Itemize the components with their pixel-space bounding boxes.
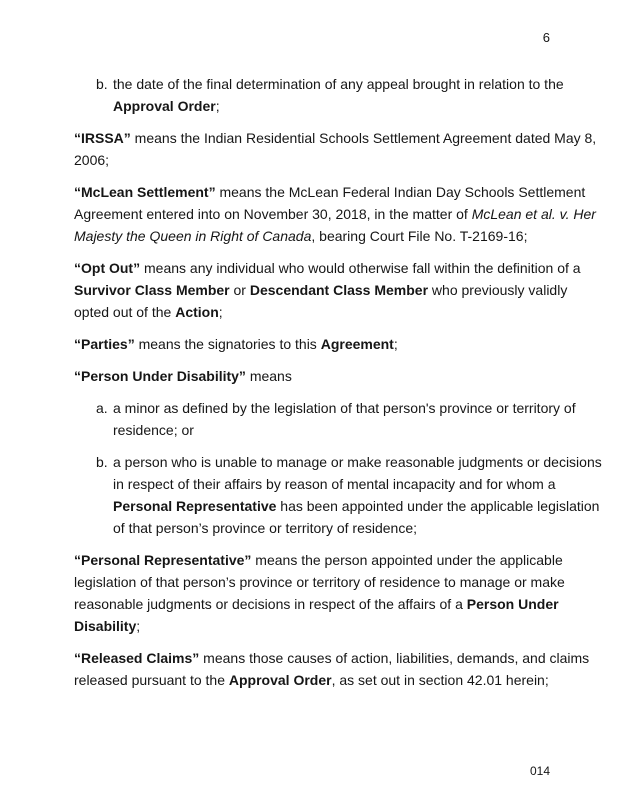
- text-line: [74, 127, 597, 149]
- text-run: means any individual who would otherwise fall within the definition of a: [140, 260, 581, 276]
- text-line: [113, 95, 530, 117]
- text-line: [74, 203, 596, 225]
- definition-personal-representative: [74, 549, 565, 637]
- text-line: [74, 279, 568, 301]
- text-run: means those causes of action, liabilities, demands, and claims: [199, 650, 590, 666]
- text-run: Action: [175, 304, 219, 320]
- text-run: ;: [215, 98, 220, 114]
- text-run: a minor as defined by the legislation of that person's province or territory of: [113, 400, 576, 416]
- text-line: [74, 647, 590, 669]
- text-line: [74, 257, 581, 279]
- text-line: [74, 615, 530, 637]
- text-line: [74, 181, 586, 203]
- text-run: the date of the final determination of any appeal brought in relation to the: [113, 76, 564, 92]
- definition-irssa: [74, 127, 597, 171]
- text-line: [113, 451, 602, 473]
- document-body: [74, 73, 602, 701]
- definition-person-under-disability: [74, 365, 530, 387]
- text-run: ;: [136, 618, 141, 634]
- text-line: [74, 593, 559, 615]
- text-run: Agreement entered into on November 30, 2018, in the matter of: [74, 206, 472, 222]
- list-marker: b.: [96, 76, 108, 92]
- text-run: “Released Claims”: [74, 650, 200, 666]
- text-line: [113, 419, 530, 441]
- text-run: reasonable judgments or decisions in respect of the affairs of a: [74, 596, 467, 612]
- text-line: [113, 397, 576, 419]
- text-line: [74, 225, 530, 247]
- page-number: 6: [542, 30, 550, 45]
- text-run: of that person’s province or territory of residence;: [113, 520, 418, 536]
- list-item-appeal-date: [74, 73, 564, 117]
- text-run: or: [229, 282, 250, 298]
- text-run: Person Under: [466, 596, 559, 612]
- text-run: Descendant Class Member: [249, 282, 429, 298]
- text-run: Personal Representative: [113, 498, 277, 514]
- text-line: [74, 669, 549, 691]
- text-run: means the McLean Federal Indian Day Schools Settlement: [215, 184, 586, 200]
- text-line: [74, 333, 530, 355]
- text-run: Approval Order: [228, 672, 332, 688]
- text-run: residence; or: [113, 422, 194, 438]
- text-line: [74, 365, 530, 387]
- definition-mclean-settlement: [74, 181, 596, 247]
- text-run: in respect of their affairs by reason of mental incapacity and for whom a: [113, 476, 556, 492]
- text-run: legislation of that person’s province or territory of residence to manage or make: [74, 574, 565, 590]
- list-item-minor: [74, 397, 576, 441]
- text-run: , as set out in section 42.01 herein;: [331, 672, 549, 688]
- text-run: Agreement: [320, 336, 394, 352]
- text-run: means the Indian Residential Schools Settlement Agreement dated May 8,: [130, 130, 597, 146]
- text-line: [113, 73, 564, 95]
- text-run: , bearing Court File No. T-2169-16;: [311, 228, 528, 244]
- text-run: Approval Order: [113, 98, 216, 114]
- text-run: who previously validly: [428, 282, 568, 298]
- text-line: [74, 301, 530, 323]
- text-run: 2006;: [74, 152, 110, 168]
- text-run: ;: [393, 336, 398, 352]
- text-run: “Opt Out”: [74, 260, 141, 276]
- text-line: [74, 571, 565, 593]
- text-run: means the signatories to this: [134, 336, 321, 352]
- text-run: “IRSSA”: [74, 130, 131, 146]
- text-line: [113, 517, 530, 539]
- text-run: McLean et al. v. Her: [471, 206, 596, 222]
- list-marker: b.: [96, 454, 108, 470]
- definition-released-claims: [74, 647, 590, 691]
- text-line: [74, 149, 530, 171]
- footer-stamp-number: 014: [529, 764, 550, 778]
- text-run: opted out of the: [74, 304, 176, 320]
- text-run: “McLean Settlement”: [74, 184, 216, 200]
- text-run: means: [245, 368, 292, 384]
- definition-parties: [74, 333, 530, 355]
- text-run: Majesty the Queen in Right of Canada: [74, 228, 312, 244]
- text-run: “Person Under Disability”: [74, 368, 246, 384]
- text-line: [74, 549, 563, 571]
- text-run: Disability: [74, 618, 137, 634]
- text-run: ;: [218, 304, 223, 320]
- text-run: a person who is unable to manage or make reasonable judgments or decisions: [113, 454, 602, 470]
- text-run: released pursuant to the: [74, 672, 229, 688]
- text-run: Survivor Class Member: [74, 282, 230, 298]
- definition-opt-out: [74, 257, 581, 323]
- text-run: has been appointed under the applicable legislation: [276, 498, 600, 514]
- text-run: “Personal Representative”: [74, 552, 252, 568]
- text-run: means the person appointed under the applicable: [251, 552, 563, 568]
- list-marker: a.: [96, 400, 108, 416]
- text-line: [113, 495, 600, 517]
- text-line: [113, 473, 556, 495]
- text-run: “Parties”: [74, 336, 135, 352]
- list-item-incapacity: [74, 451, 602, 539]
